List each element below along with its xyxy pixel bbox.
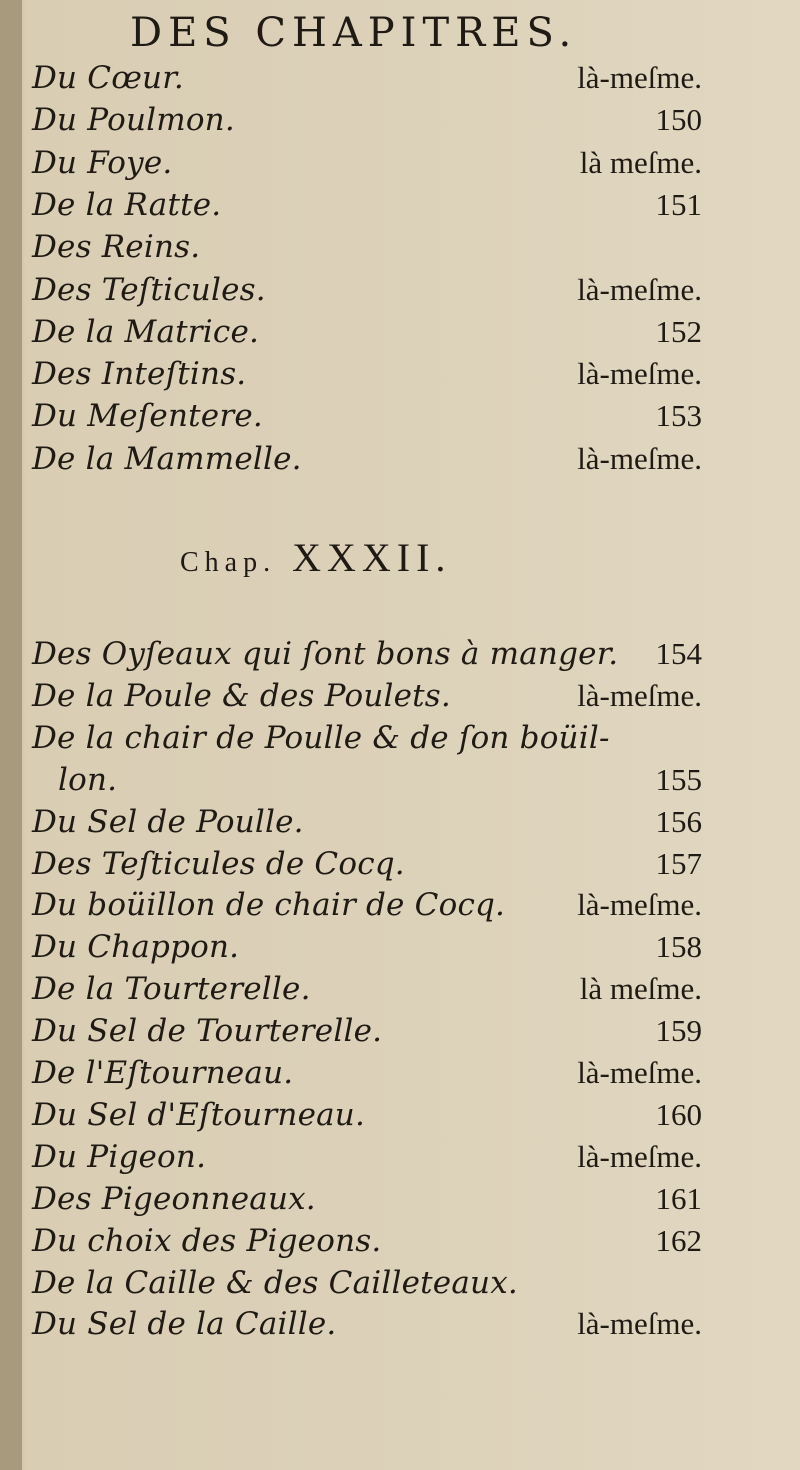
page-header: DES CHAPITRES. — [130, 10, 578, 56]
toc-entry-title: Du Sel de Tourterelle. — [32, 1013, 383, 1050]
page-gutter — [0, 0, 22, 1470]
toc-entry — [32, 971, 700, 1015]
toc-entry-page: 158 — [655, 929, 702, 965]
toc-entry — [32, 229, 700, 273]
toc-entry-page: 150 — [655, 102, 702, 138]
toc-entry — [32, 102, 700, 146]
toc-entry-page: 156 — [655, 803, 702, 839]
toc-entry-title: De la Mammelle. — [32, 440, 302, 477]
toc-entry — [32, 720, 700, 764]
toc-entry-title: Des Teſticules. — [32, 271, 266, 308]
toc-entry-title: Du Sel de Poulle. — [32, 803, 304, 840]
toc-entry — [32, 1306, 700, 1350]
toc-entry — [32, 887, 700, 931]
toc-entry-title: De la Ratte. — [32, 186, 222, 223]
toc-entry-title: Du Meſentere. — [32, 398, 263, 435]
toc-entry-title: Des Inteſtins. — [32, 356, 247, 393]
toc-entry-page: 155 — [655, 761, 702, 797]
toc-entry — [32, 1223, 700, 1267]
toc-entry — [32, 441, 700, 485]
toc-entry-page: 153 — [655, 398, 702, 434]
toc-entry-title: De l'Eſtourneau. — [32, 1055, 294, 1091]
toc-entry-title: De la Matrice. — [32, 313, 260, 350]
toc-entry-title: De la chair de Poulle & de ſon boüil- — [32, 719, 610, 756]
toc-entry-page: là-meſme. — [577, 1055, 702, 1090]
toc-entry — [32, 356, 700, 400]
toc-entry-page: 159 — [655, 1013, 702, 1049]
toc-entry-page: là-meſme. — [577, 440, 702, 476]
chapter-prefix: Chap. — [180, 547, 277, 578]
toc-entry-title: Du Cœur. — [32, 60, 184, 96]
toc-entry — [32, 846, 700, 890]
toc-entry-title: Du Foye. — [32, 144, 173, 181]
toc-entry-page: là meſme. — [579, 144, 702, 180]
toc-entry — [32, 1013, 700, 1057]
toc-entry-page: là-meſme. — [577, 271, 702, 307]
chapter-heading — [180, 534, 451, 581]
toc-entry-page: là-meſme. — [577, 887, 702, 923]
chapter-numeral: XXXII. — [292, 535, 452, 580]
toc-entry-title: Des Oyſeaux qui ſont bons à manger. — [32, 636, 619, 672]
toc-entry-page: 157 — [655, 845, 702, 881]
toc-entry-page: là-meſme. — [577, 356, 702, 392]
toc-entry-title: Du Poulmon. — [32, 102, 235, 139]
toc-entry — [32, 187, 700, 231]
toc-entry-page: là-meſme. — [577, 60, 702, 95]
toc-entry-title: De la Tourterelle. — [32, 971, 311, 1008]
toc-entry — [32, 398, 700, 442]
toc-entry — [32, 1181, 700, 1225]
toc-entry-page: là-meſme. — [577, 677, 702, 713]
toc-entry-page: 152 — [655, 313, 702, 349]
toc-entry — [58, 762, 726, 806]
toc-entry-title: Du Sel d'Eſtourneau. — [32, 1096, 366, 1133]
toc-entry-page: 162 — [655, 1222, 702, 1258]
toc-entry-title: Du Pigeon. — [32, 1138, 207, 1175]
toc-entry-title: Du Chappon. — [32, 929, 240, 966]
toc-entry — [32, 60, 700, 104]
toc-entry-title: Des Reins. — [32, 229, 201, 266]
toc-entry — [32, 929, 700, 973]
toc-entry-page: là-meſme. — [577, 1138, 702, 1174]
toc-entry — [32, 272, 700, 316]
toc-entry — [32, 636, 700, 680]
toc-entry-page: 161 — [655, 1180, 702, 1216]
toc-entry — [32, 314, 700, 358]
toc-entry — [32, 804, 700, 848]
toc-entry-title: Des Teſticules de Cocq. — [32, 845, 405, 882]
toc-entry — [32, 1055, 700, 1099]
toc-entry — [32, 1097, 700, 1141]
toc-entry-title: Du Sel de la Caille. — [32, 1306, 337, 1343]
toc-entry-title: lon. — [58, 761, 118, 798]
toc-entry-page: 154 — [655, 636, 702, 671]
toc-entry-title: De la Caille & des Cailleteaux. — [32, 1264, 518, 1301]
toc-entry-title: De la Poule & des Poulets. — [32, 677, 451, 714]
toc-entry — [32, 1139, 700, 1183]
toc-entry-page: là-meſme. — [577, 1306, 702, 1342]
toc-entry-title: Du boüillon de chair de Cocq. — [32, 887, 506, 924]
toc-entry-title: Des Pigeonneaux. — [32, 1180, 316, 1217]
toc-entry — [32, 145, 700, 189]
toc-entry-page: 151 — [655, 186, 702, 222]
toc-entry-page: 160 — [655, 1096, 702, 1132]
toc-entry — [32, 1265, 700, 1309]
toc-entry-page: là meſme. — [579, 971, 702, 1007]
toc-entry-title: Du choix des Pigeons. — [32, 1222, 382, 1259]
toc-entry — [32, 678, 700, 722]
